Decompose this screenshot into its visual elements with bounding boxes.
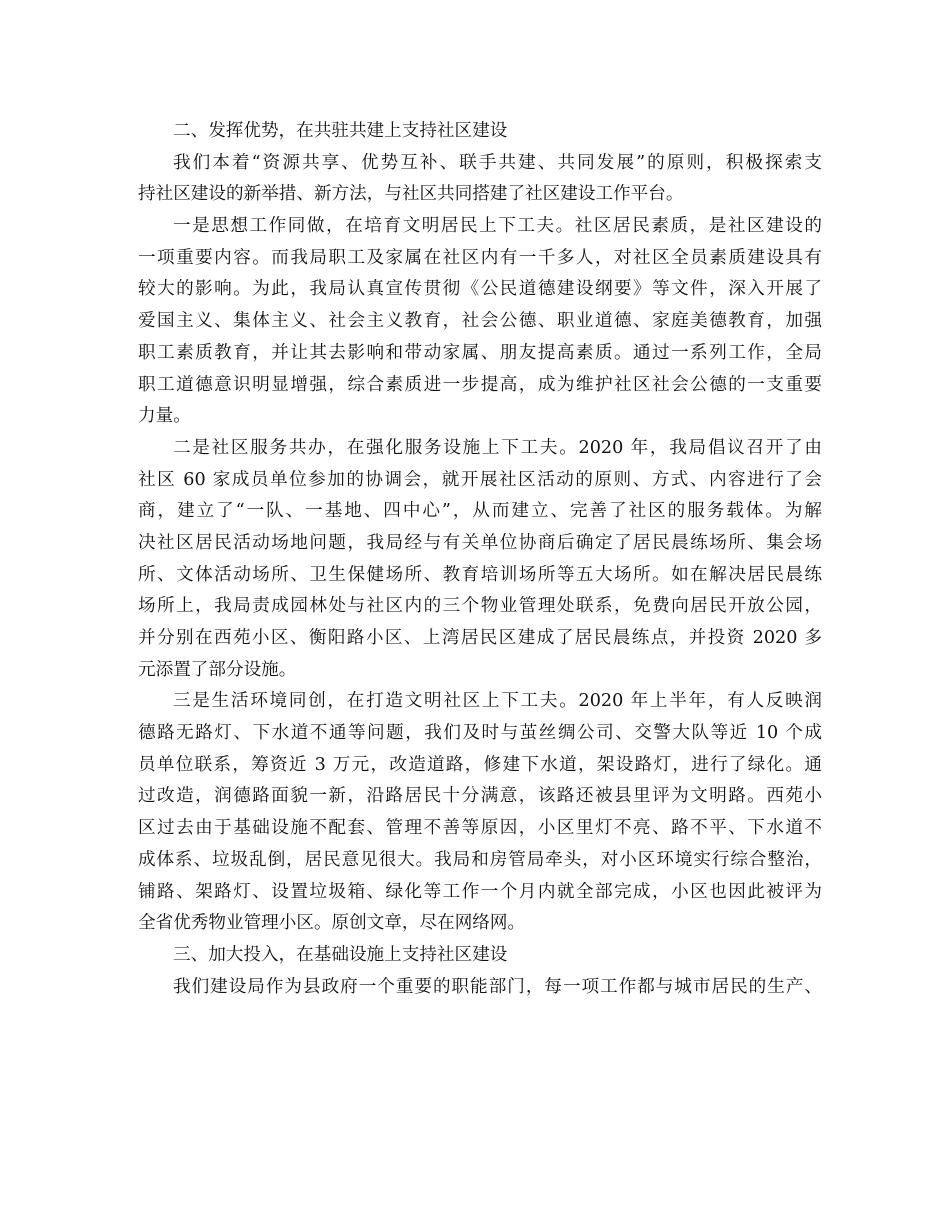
text-line: 商，建立了“一队、一基地、四中心”，从而建立、完善了社区的服务载体。为解 <box>138 501 822 522</box>
text-line: 三、加大投入，在基础设施上支持社区建设 <box>173 944 508 965</box>
text-line: 二是社区服务共办，在强化服务设施上下工夫。2020 年，我局倡议召开了由 <box>173 437 822 458</box>
text-line: 三是生活环境同创，在打造文明社区上下工夫。2020 年上半年，有人反映润 <box>173 691 822 712</box>
text-line: 职工道德意识明显增强，综合素质进一步提高，成为维护社区社会公德的一支重要 <box>138 374 822 395</box>
text-line: 职工素质教育，并让其去影响和带动家属、朋友提高素质。通过一系列工作，全局 <box>138 342 822 363</box>
text-line: 元添置了部分设施。 <box>138 659 297 680</box>
document-body <box>138 116 822 1003</box>
text-line: 场所上，我局责成园林处与社区内的三个物业管理处联系，免费向居民开放公园， <box>138 596 822 617</box>
text-line: 一是思想工作同做，在培育文明居民上下工夫。社区居民素质，是社区建设的 <box>173 216 822 237</box>
text-line: 铺路、架路灯、设置垃圾箱、绿化等工作一个月内就全部完成，小区也因此被评为 <box>138 881 822 902</box>
text-line: 员单位联系，筹资近 3 万元，改造道路，修建下水道，架设路灯，进行了绿化。通 <box>138 754 822 775</box>
text-line: 全省优秀物业管理小区。原创文章，尽在网络网。 <box>138 913 526 934</box>
text-line: 德路无路灯、下水道不通等问题，我们及时与茧丝绸公司、交警大队等近 10 个成 <box>138 723 822 744</box>
text-line: 力量。 <box>138 406 191 427</box>
text-line: 过改造，润德路面貌一新，沿路居民十分满意，该路还被县里评为文明路。西苑小 <box>138 786 822 807</box>
text-line: 爱国主义、集体主义、社会主义教育，社会公德、职业道德、家庭美德教育，加强 <box>138 311 822 332</box>
text-line: 较大的影响。为此，我局认真宣传贯彻《公民道德建设纲要》等文件，深入开展了 <box>138 279 822 300</box>
text-line: 社区 60 家成员单位参加的协调会，就开展社区活动的原则、方式、内容进行了会 <box>138 469 822 490</box>
text-line: 所、文体活动场所、卫生保健场所、教育培训场所等五大场所。如在解决居民晨练 <box>138 564 822 585</box>
text-line: 成体系、垃圾乱倒，居民意见很大。我局和房管局牵头，对小区环境实行综合整治， <box>138 849 822 870</box>
text-line: 决社区居民活动场地问题，我局经与有关单位协商后确定了居民晨练场所、集会场 <box>138 532 822 553</box>
text-line: 并分别在西苑小区、衡阳路小区、上湾居民区建成了居民晨练点，并投资 2020 多 <box>138 628 822 648</box>
text-line: 二、发挥优势，在共驻共建上支持社区建设 <box>173 121 508 141</box>
text-line: 持社区建设的新举措、新方法，与社区共同搭建了社区建设工作平台。 <box>138 184 684 205</box>
text-line: 我们本着“资源共享、优势互补、联手共建、共同发展”的原则，积极探索支 <box>173 152 822 173</box>
text-line: 我们建设局作为县政府一个重要的职能部门，每一项工作都与城市居民的生产、 <box>173 976 822 997</box>
text-line: 区过去由于基础设施不配套、管理不善等原因，小区里灯不亮、路不平、下水道不 <box>138 818 822 839</box>
text-line: 一项重要内容。而我局职工及家属在社区内有一千多人，对社区全员素质建设具有 <box>138 247 822 268</box>
